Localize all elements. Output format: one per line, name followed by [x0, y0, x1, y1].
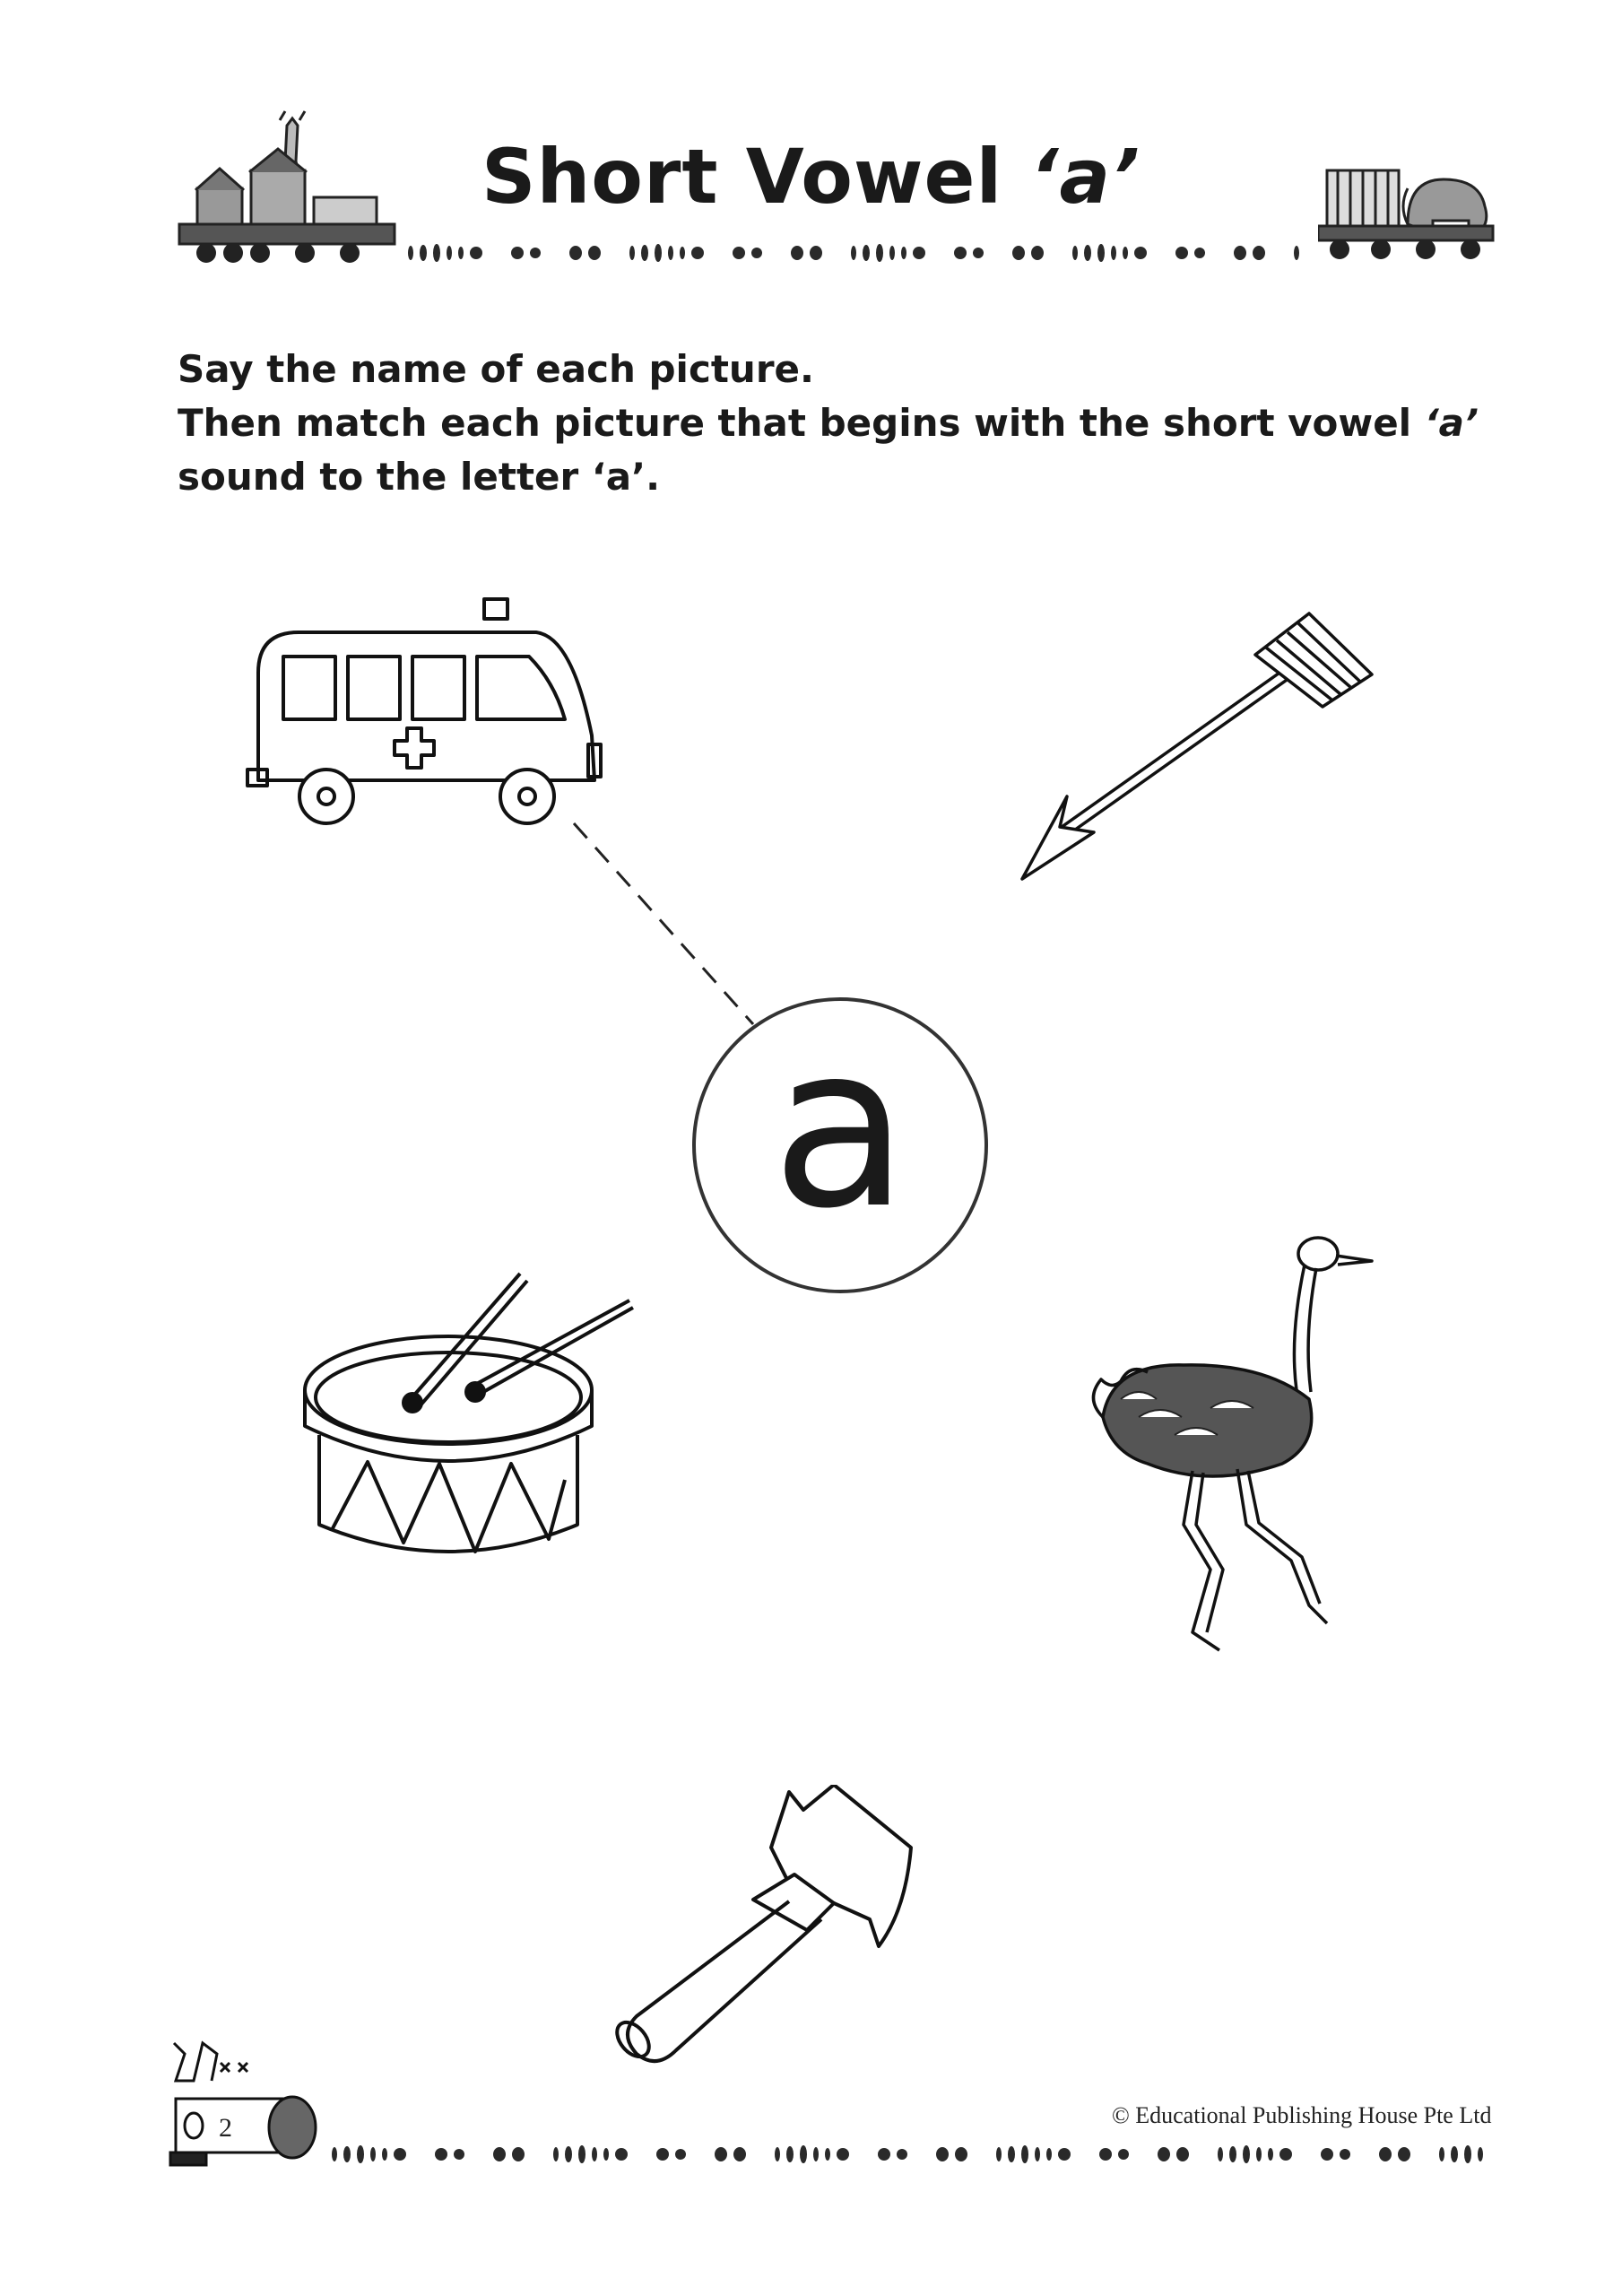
border-dot [680, 247, 685, 259]
border-dot [813, 2147, 819, 2161]
ostrich-illustration[interactable] [1085, 1229, 1408, 1686]
border-dot [1218, 2147, 1223, 2161]
title-main: Short Vowel [481, 133, 1030, 221]
border-dot [382, 2148, 387, 2161]
border-dot [1012, 246, 1025, 260]
border-dot [851, 246, 856, 260]
border-dot [936, 2147, 949, 2161]
border-dot [569, 246, 582, 260]
train-engine-icon [167, 2027, 328, 2170]
border-dot [837, 2148, 849, 2161]
border-dot [420, 245, 427, 261]
top-dotted-border [408, 244, 1314, 262]
border-dot [332, 2147, 337, 2161]
instruction-line-2-text: Then match each picture that begins with the short vowel [178, 401, 1425, 445]
border-dot [433, 244, 440, 262]
border-dot [1464, 2145, 1471, 2163]
border-dot [996, 2147, 1002, 2161]
border-dot [668, 246, 673, 260]
border-dot [913, 247, 925, 259]
border-dot [1158, 2147, 1170, 2161]
border-dot [889, 246, 895, 260]
border-dot [901, 247, 906, 259]
border-dot [1008, 2146, 1015, 2162]
border-dot [1398, 2147, 1410, 2161]
border-dot [897, 2149, 907, 2160]
border-dot [1234, 246, 1246, 260]
border-dot [775, 2147, 780, 2161]
copyright: © Educational Publishing House Pte Ltd [1112, 2102, 1492, 2128]
border-dot [1021, 2145, 1028, 2163]
border-dot [592, 2147, 597, 2161]
border-dot [1058, 2148, 1071, 2161]
page-title [0, 133, 1622, 221]
border-dot [1097, 244, 1105, 262]
border-dot [1229, 2146, 1236, 2162]
border-dot [530, 248, 541, 258]
border-dot [1256, 2147, 1262, 2161]
border-dot [656, 2148, 669, 2161]
instructions [178, 343, 1505, 504]
border-dot [408, 246, 413, 260]
border-dot [1035, 2147, 1040, 2161]
border-dot [1253, 246, 1265, 260]
border-dot [825, 2148, 830, 2161]
border-dot [629, 246, 635, 260]
border-dot [863, 245, 870, 261]
border-dot [454, 2149, 464, 2160]
border-dot [435, 2148, 447, 2161]
border-dot [791, 246, 803, 260]
instruction-line-2 [178, 396, 1505, 450]
border-dot [1123, 247, 1128, 259]
border-dot [1176, 2147, 1189, 2161]
border-dot [458, 247, 464, 259]
border-dot [394, 2148, 406, 2161]
border-dot [1439, 2147, 1444, 2161]
border-dot [876, 244, 883, 262]
border-dot [675, 2149, 686, 2160]
border-dot [615, 2148, 628, 2161]
matching-line [565, 816, 762, 1031]
border-dot [1111, 246, 1116, 260]
border-dot [973, 248, 984, 258]
border-dot [603, 2148, 609, 2161]
border-dot [357, 2145, 364, 2163]
border-dot [786, 2146, 794, 2162]
border-dot [800, 2145, 807, 2163]
border-dot [512, 2147, 525, 2161]
border-dot [733, 2147, 746, 2161]
border-dot [1451, 2146, 1458, 2162]
border-dot [565, 2146, 572, 2162]
border-dot [1243, 2145, 1250, 2163]
border-dot [810, 246, 822, 260]
ambulance-illustration[interactable] [240, 592, 608, 834]
border-dot [1084, 245, 1091, 261]
border-dot [1268, 2148, 1273, 2161]
border-dot [588, 246, 601, 260]
border-dot [691, 247, 704, 259]
border-dot [1340, 2149, 1350, 2160]
border-dot [1118, 2149, 1129, 2160]
border-dot [878, 2148, 890, 2161]
bottom-dotted-border [332, 2145, 1497, 2163]
border-dot [715, 2147, 727, 2161]
border-dot [751, 248, 762, 258]
border-dot [553, 2147, 559, 2161]
instruction-line-2-vowel: ‘a’ [1424, 401, 1479, 445]
instruction-line-1: Say the name of each picture. [178, 347, 814, 391]
border-dot [733, 247, 745, 259]
border-dot [470, 247, 482, 259]
border-dot [1031, 246, 1044, 260]
axe-illustration[interactable] [610, 1785, 932, 2081]
instruction-line-3: sound to the letter ‘a’. [178, 455, 661, 499]
border-dot [1478, 2147, 1483, 2161]
border-dot [578, 2145, 585, 2163]
border-dot [655, 244, 662, 262]
page-number: 2 [219, 2113, 232, 2143]
border-dot [1294, 246, 1299, 260]
border-dot [1279, 2148, 1292, 2161]
border-dot [955, 2147, 967, 2161]
border-dot [343, 2146, 351, 2162]
border-dot [1072, 246, 1078, 260]
border-dot [641, 245, 648, 261]
center-letter: a [771, 996, 909, 1257]
border-dot [493, 2147, 506, 2161]
border-dot [1099, 2148, 1112, 2161]
title-vowel: ‘a’ [1029, 133, 1141, 221]
letter-circle[interactable] [692, 997, 988, 1293]
border-dot [1194, 248, 1205, 258]
border-dot [447, 246, 452, 260]
border-dot [511, 247, 524, 259]
border-dot [1046, 2148, 1052, 2161]
border-dot [370, 2147, 376, 2161]
border-dot [1175, 247, 1188, 259]
border-dot [1134, 247, 1147, 259]
border-dot [1379, 2147, 1392, 2161]
border-dot [954, 247, 967, 259]
drum-illustration[interactable] [296, 1256, 637, 1578]
arrow-illustration[interactable] [1013, 601, 1390, 888]
border-dot [1321, 2148, 1333, 2161]
